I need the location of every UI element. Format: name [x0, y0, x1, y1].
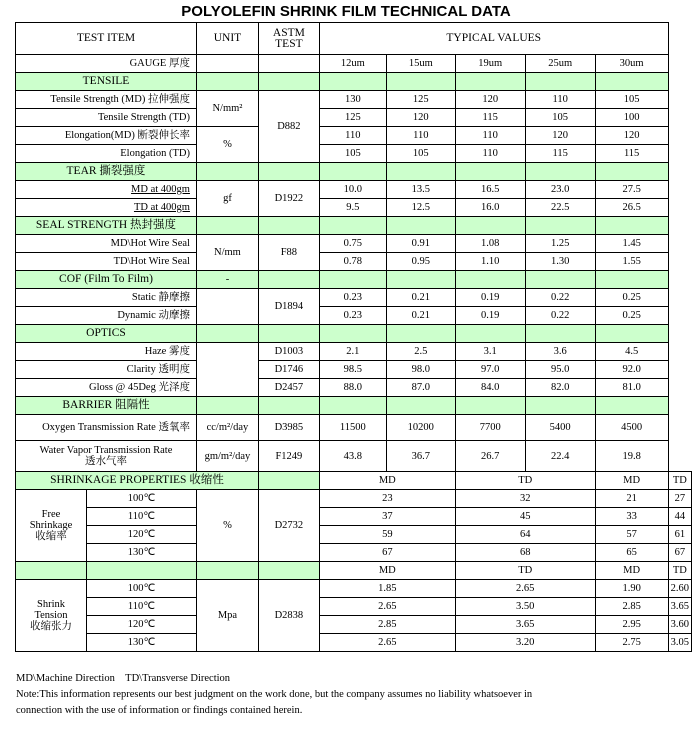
gauge-value: 12um: [319, 55, 386, 73]
value-cell: 110: [455, 145, 525, 163]
section-title-optics: OPTICS: [16, 325, 197, 343]
value-cell: 0.95: [386, 253, 455, 271]
value-cell: 23: [319, 490, 455, 508]
temp-cell: 130℃: [86, 634, 196, 652]
astm-cell: D2838: [258, 580, 319, 652]
value-cell: 105: [319, 145, 386, 163]
label-line2: Shrinkage: [29, 520, 73, 531]
value-cell: 0.22: [525, 307, 595, 325]
empty-cell: [196, 343, 258, 397]
value-cell: 32: [455, 490, 595, 508]
table-row: [16, 109, 692, 127]
table-row: [16, 181, 692, 199]
astm-cell: D3985: [258, 415, 319, 441]
section-row-shrinkage: [16, 472, 692, 490]
value-cell: 43.8: [319, 441, 386, 472]
value-cell: 0.25: [595, 307, 668, 325]
row-label: Elongation(MD) 断裂伸长率: [16, 127, 197, 145]
value-cell: 120: [455, 91, 525, 109]
value-cell: 95.0: [525, 361, 595, 379]
value-cell: 1.30: [525, 253, 595, 271]
disclaimer-line1: Note:This information represents our best judgment on the work done, but the company assumes no liability whatsoever in: [16, 689, 533, 700]
direction-header: MD: [319, 562, 455, 580]
row-label: Static 静摩擦: [16, 289, 197, 307]
row-label: Dynamic 动摩擦: [16, 307, 197, 325]
row-label: [16, 199, 197, 217]
header-test-item: TEST ITEM: [16, 23, 197, 55]
value-cell: 0.22: [525, 289, 595, 307]
footnotes: [16, 671, 532, 719]
row-label-line2: 透水气率: [84, 456, 127, 467]
value-cell: 9.5: [319, 199, 386, 217]
value-cell: 26.7: [455, 441, 525, 472]
value-cell: 0.78: [319, 253, 386, 271]
temp-cell: 110℃: [86, 508, 196, 526]
astm-cell: D1894: [258, 289, 319, 325]
value-cell: 3.20: [455, 634, 595, 652]
astm-cell: D882: [258, 91, 319, 163]
header-typical-values: TYPICAL VALUES: [319, 23, 668, 55]
value-cell: 98.5: [319, 361, 386, 379]
value-cell: 2.75: [595, 634, 668, 652]
value-cell: 22.4: [525, 441, 595, 472]
label-line1: Free: [41, 509, 61, 520]
section-row-seal: [16, 217, 692, 235]
label-line3: 收缩张力: [29, 621, 72, 632]
section-row-barrier: [16, 397, 692, 415]
value-cell: 0.19: [455, 289, 525, 307]
value-cell: 0.25: [595, 289, 668, 307]
header-astm-line1: ASTM: [272, 26, 305, 39]
table-row: [16, 91, 692, 109]
table-row: [16, 441, 692, 472]
value-cell: 1.90: [595, 580, 668, 598]
value-cell: 87.0: [386, 379, 455, 397]
value-cell: 130: [319, 91, 386, 109]
value-cell: 105: [595, 91, 668, 109]
table-row: [16, 343, 692, 361]
table-row: [16, 616, 692, 634]
unit-cell: %: [196, 490, 258, 562]
table-row: [16, 361, 692, 379]
temp-cell: 100℃: [86, 490, 196, 508]
value-cell: 44: [668, 508, 691, 526]
value-cell: 115: [525, 145, 595, 163]
table-row: [16, 598, 692, 616]
value-cell: 115: [455, 109, 525, 127]
value-cell: 120: [595, 127, 668, 145]
value-cell: 2.5: [386, 343, 455, 361]
value-cell: 110: [525, 91, 595, 109]
value-cell: 2.95: [595, 616, 668, 634]
value-cell: 59: [319, 526, 455, 544]
label-line2: Tension: [34, 610, 68, 621]
direction-header: TD: [455, 562, 595, 580]
value-cell: 2.85: [319, 616, 455, 634]
value-cell: 3.05: [668, 634, 691, 652]
value-cell: 64: [455, 526, 595, 544]
temp-cell: 110℃: [86, 598, 196, 616]
value-cell: 27: [668, 490, 691, 508]
value-cell: 2.65: [455, 580, 595, 598]
table-row: [16, 634, 692, 652]
section-row-tensile: [16, 73, 692, 91]
value-cell: 68: [455, 544, 595, 562]
value-cell: 12.5: [386, 199, 455, 217]
table-row: [16, 526, 692, 544]
temp-cell: 120℃: [86, 616, 196, 634]
row-label: MD\Hot Wire Seal: [16, 235, 197, 253]
astm-cell: D2732: [258, 490, 319, 562]
gauge-value: 25um: [525, 55, 595, 73]
value-cell: 23.0: [525, 181, 595, 199]
header-astm: [258, 23, 319, 55]
value-cell: 11500: [319, 415, 386, 441]
value-cell: 2.65: [319, 634, 455, 652]
value-cell: 22.5: [525, 199, 595, 217]
value-cell: 120: [386, 109, 455, 127]
row-label: Oxygen Transmission Rate 透氧率: [16, 415, 197, 441]
value-cell: 100: [595, 109, 668, 127]
direction-header: MD: [319, 472, 455, 490]
value-cell: 10.0: [319, 181, 386, 199]
table-row: [16, 145, 692, 163]
section-title-tear: TEAR 撕裂强度: [16, 163, 197, 181]
value-cell: 3.60: [668, 616, 691, 634]
value-cell: 2.60: [668, 580, 691, 598]
value-cell: 88.0: [319, 379, 386, 397]
table-row: [16, 307, 692, 325]
header-unit: UNIT: [196, 23, 258, 55]
temp-cell: 130℃: [86, 544, 196, 562]
unit-cell: cc/m²/day: [196, 415, 258, 441]
unit-cell: -: [196, 271, 258, 289]
label-line3: 收缩率: [35, 531, 67, 542]
direction-legend: MD\Machine Direction TD\Transverse Direction: [16, 673, 231, 684]
value-cell: 3.1: [455, 343, 525, 361]
row-label-text: TD at 400gm: [133, 202, 190, 213]
section-row-optics: [16, 325, 692, 343]
value-cell: 0.75: [319, 235, 386, 253]
value-cell: 5400: [525, 415, 595, 441]
unit-cell: Mpa: [196, 580, 258, 652]
value-cell: 0.91: [386, 235, 455, 253]
value-cell: 115: [595, 145, 668, 163]
astm-cell: D1922: [258, 181, 319, 217]
empty-cell: [196, 55, 258, 73]
astm-cell: D2457: [258, 379, 319, 397]
value-cell: 57: [595, 526, 668, 544]
value-cell: 4500: [595, 415, 668, 441]
row-label: [16, 441, 197, 472]
row-label: TD\Hot Wire Seal: [16, 253, 197, 271]
value-cell: 61: [668, 526, 691, 544]
technical-data-table: [15, 22, 692, 652]
value-cell: 0.19: [455, 307, 525, 325]
value-cell: 37: [319, 508, 455, 526]
value-cell: 0.21: [386, 289, 455, 307]
value-cell: 3.65: [668, 598, 691, 616]
table-row: [16, 580, 692, 598]
value-cell: 1.55: [595, 253, 668, 271]
value-cell: 110: [386, 127, 455, 145]
direction-header: MD: [595, 562, 668, 580]
value-cell: 105: [525, 109, 595, 127]
table-row: [16, 253, 692, 271]
gauge-value: 15um: [386, 55, 455, 73]
value-cell: 67: [668, 544, 691, 562]
unit-cell: gf: [196, 181, 258, 217]
unit-cell: %: [196, 127, 258, 163]
value-cell: 0.23: [319, 307, 386, 325]
value-cell: 125: [319, 109, 386, 127]
shrink-tension-label: [16, 580, 87, 652]
section-title-tensile: TENSILE: [16, 73, 197, 91]
astm-cell: F88: [258, 235, 319, 271]
table-row: [16, 199, 692, 217]
value-cell: 3.65: [455, 616, 595, 634]
direction-header: TD: [668, 472, 691, 490]
value-cell: 33: [595, 508, 668, 526]
section-title-barrier: BARRIER 阻隔性: [16, 397, 197, 415]
value-cell: 1.08: [455, 235, 525, 253]
value-cell: 7700: [455, 415, 525, 441]
value-cell: 67: [319, 544, 455, 562]
value-cell: 16.5: [455, 181, 525, 199]
page-title: POLYOLEFIN SHRINK FILM TECHNICAL DATA: [181, 3, 511, 20]
row-label: Elongation (TD): [16, 145, 197, 163]
row-label-line1: Water Vapor Transmission Rate: [39, 445, 173, 456]
section-row-tear: [16, 163, 692, 181]
value-cell: 27.5: [595, 181, 668, 199]
empty-cell: [258, 55, 319, 73]
gauge-value: 19um: [455, 55, 525, 73]
value-cell: 19.8: [595, 441, 668, 472]
value-cell: 82.0: [525, 379, 595, 397]
value-cell: 0.23: [319, 289, 386, 307]
value-cell: 120: [525, 127, 595, 145]
table-row: [16, 490, 692, 508]
table-row: [16, 289, 692, 307]
row-label: Tensile Strength (TD): [16, 109, 197, 127]
value-cell: 110: [455, 127, 525, 145]
value-cell: 2.65: [319, 598, 455, 616]
direction-header: TD: [455, 472, 595, 490]
row-label: Haze 雾度: [16, 343, 197, 361]
value-cell: 21: [595, 490, 668, 508]
value-cell: 1.10: [455, 253, 525, 271]
table-row: [16, 379, 692, 397]
value-cell: 65: [595, 544, 668, 562]
value-cell: 125: [386, 91, 455, 109]
table-row: [16, 235, 692, 253]
free-shrink-label: [16, 490, 87, 562]
row-label: Gloss @ 45Deg 光泽度: [16, 379, 197, 397]
section-title-seal: SEAL STRENGTH 热封强度: [16, 217, 197, 235]
astm-cell: F1249: [258, 441, 319, 472]
value-cell: 81.0: [595, 379, 668, 397]
table-row: [16, 508, 692, 526]
value-cell: 36.7: [386, 441, 455, 472]
section-row-cof: [16, 271, 692, 289]
value-cell: 10200: [386, 415, 455, 441]
value-cell: 1.85: [319, 580, 455, 598]
gauge-value: 30um: [595, 55, 668, 73]
unit-cell: N/mm²: [196, 91, 258, 127]
row-label-text: MD at 400gm: [131, 184, 190, 195]
value-cell: 105: [386, 145, 455, 163]
row-label: [16, 181, 197, 199]
header-row: [16, 23, 692, 55]
value-cell: 97.0: [455, 361, 525, 379]
astm-cell: D1746: [258, 361, 319, 379]
value-cell: 45: [455, 508, 595, 526]
direction-header: MD: [595, 472, 668, 490]
value-cell: 16.0: [455, 199, 525, 217]
table-row: [16, 127, 692, 145]
value-cell: 4.5: [595, 343, 668, 361]
value-cell: 1.45: [595, 235, 668, 253]
temp-cell: 100℃: [86, 580, 196, 598]
value-cell: 0.21: [386, 307, 455, 325]
value-cell: 13.5: [386, 181, 455, 199]
table-row: [16, 544, 692, 562]
value-cell: 110: [319, 127, 386, 145]
empty-cell: [196, 289, 258, 325]
row-label: Tensile Strength (MD) 拉伸强度: [16, 91, 197, 109]
unit-cell: gm/m²/day: [196, 441, 258, 472]
section-title-shrinkage: SHRINKAGE PROPERTIES 收缩性: [16, 472, 259, 490]
astm-cell: D1003: [258, 343, 319, 361]
value-cell: 26.5: [595, 199, 668, 217]
value-cell: 3.6: [525, 343, 595, 361]
value-cell: 84.0: [455, 379, 525, 397]
value-cell: 3.50: [455, 598, 595, 616]
temp-cell: 120℃: [86, 526, 196, 544]
value-cell: 92.0: [595, 361, 668, 379]
disclaimer-line2: connection with the use of information or findings contained herein.: [16, 705, 303, 716]
direction-header: TD: [668, 562, 691, 580]
gauge-row: [16, 55, 692, 73]
row-label: Clarity 透明度: [16, 361, 197, 379]
value-cell: 2.85: [595, 598, 668, 616]
table-row: [16, 415, 692, 441]
value-cell: 1.25: [525, 235, 595, 253]
tension-header-row: [16, 562, 692, 580]
value-cell: 2.1: [319, 343, 386, 361]
section-title-cof: COF (Film To Film): [16, 271, 197, 289]
unit-cell: N/mm: [196, 235, 258, 271]
label-line1: Shrink: [36, 599, 65, 610]
header-astm-line2: TEST: [275, 37, 303, 50]
gauge-label: GAUGE 厚度: [16, 55, 197, 73]
value-cell: 98.0: [386, 361, 455, 379]
